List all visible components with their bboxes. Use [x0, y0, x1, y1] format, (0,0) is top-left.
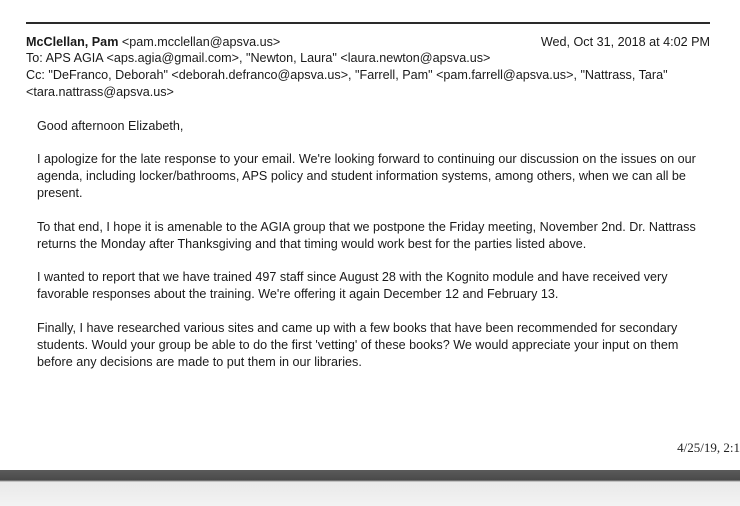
body-paragraph: To that end, I hope it is amenable to the AGIA group that we postpone the Friday meeting, November 2nd. Dr. Nattrass returns the Monday after Thanksgiving and that timing would work best for the parties listed above.	[37, 220, 696, 251]
recipients-cc-continued: <tara.nattrass@apsva.us>	[26, 85, 174, 99]
recipients-to: To: APS AGIA <aps.agia@gmail.com>, "Newton, Laura" <laura.newton@apsva.us>	[26, 51, 491, 65]
sender-line	[26, 34, 280, 51]
sender-email: <pam.mcclellan@apsva.us>	[121, 35, 281, 49]
body-paragraph: Finally, I have researched various sites and came up with a few books that have been recommended for secondary students. Would your group be able to do the first 'vetting' of these books? We would appreciate your input on them before any decisions are made to put them in our libraries.	[37, 321, 679, 369]
body-paragraph: I apologize for the late response to your email. We're looking forward to continuing our discussion on the issues on our agenda, including locker/bathrooms, APS policy and student information systems, among others, when we can all be present.	[37, 152, 696, 200]
print-timestamp: 4/25/19, 2:1	[677, 440, 740, 455]
greeting: Good afternoon Elizabeth,	[37, 119, 184, 133]
body-paragraph: I wanted to report that we have trained 497 staff since August 28 with the Kognito module and have received very favorable responses about the training. We're offering it again December 12 and February 13.	[37, 270, 668, 301]
viewer-bottom-bar	[0, 470, 740, 506]
sender-name: McClellan, Pam	[26, 35, 119, 49]
sent-date: Wed, Oct 31, 2018 at 4:02 PM	[540, 35, 710, 49]
header-divider	[26, 22, 710, 24]
recipients-cc: Cc: "DeFranco, Deborah" <deborah.defranco@apsva.us>, "Farrell, Pam" <pam.farrell@apsva.us>, "Nattrass, Tara"	[26, 68, 668, 82]
